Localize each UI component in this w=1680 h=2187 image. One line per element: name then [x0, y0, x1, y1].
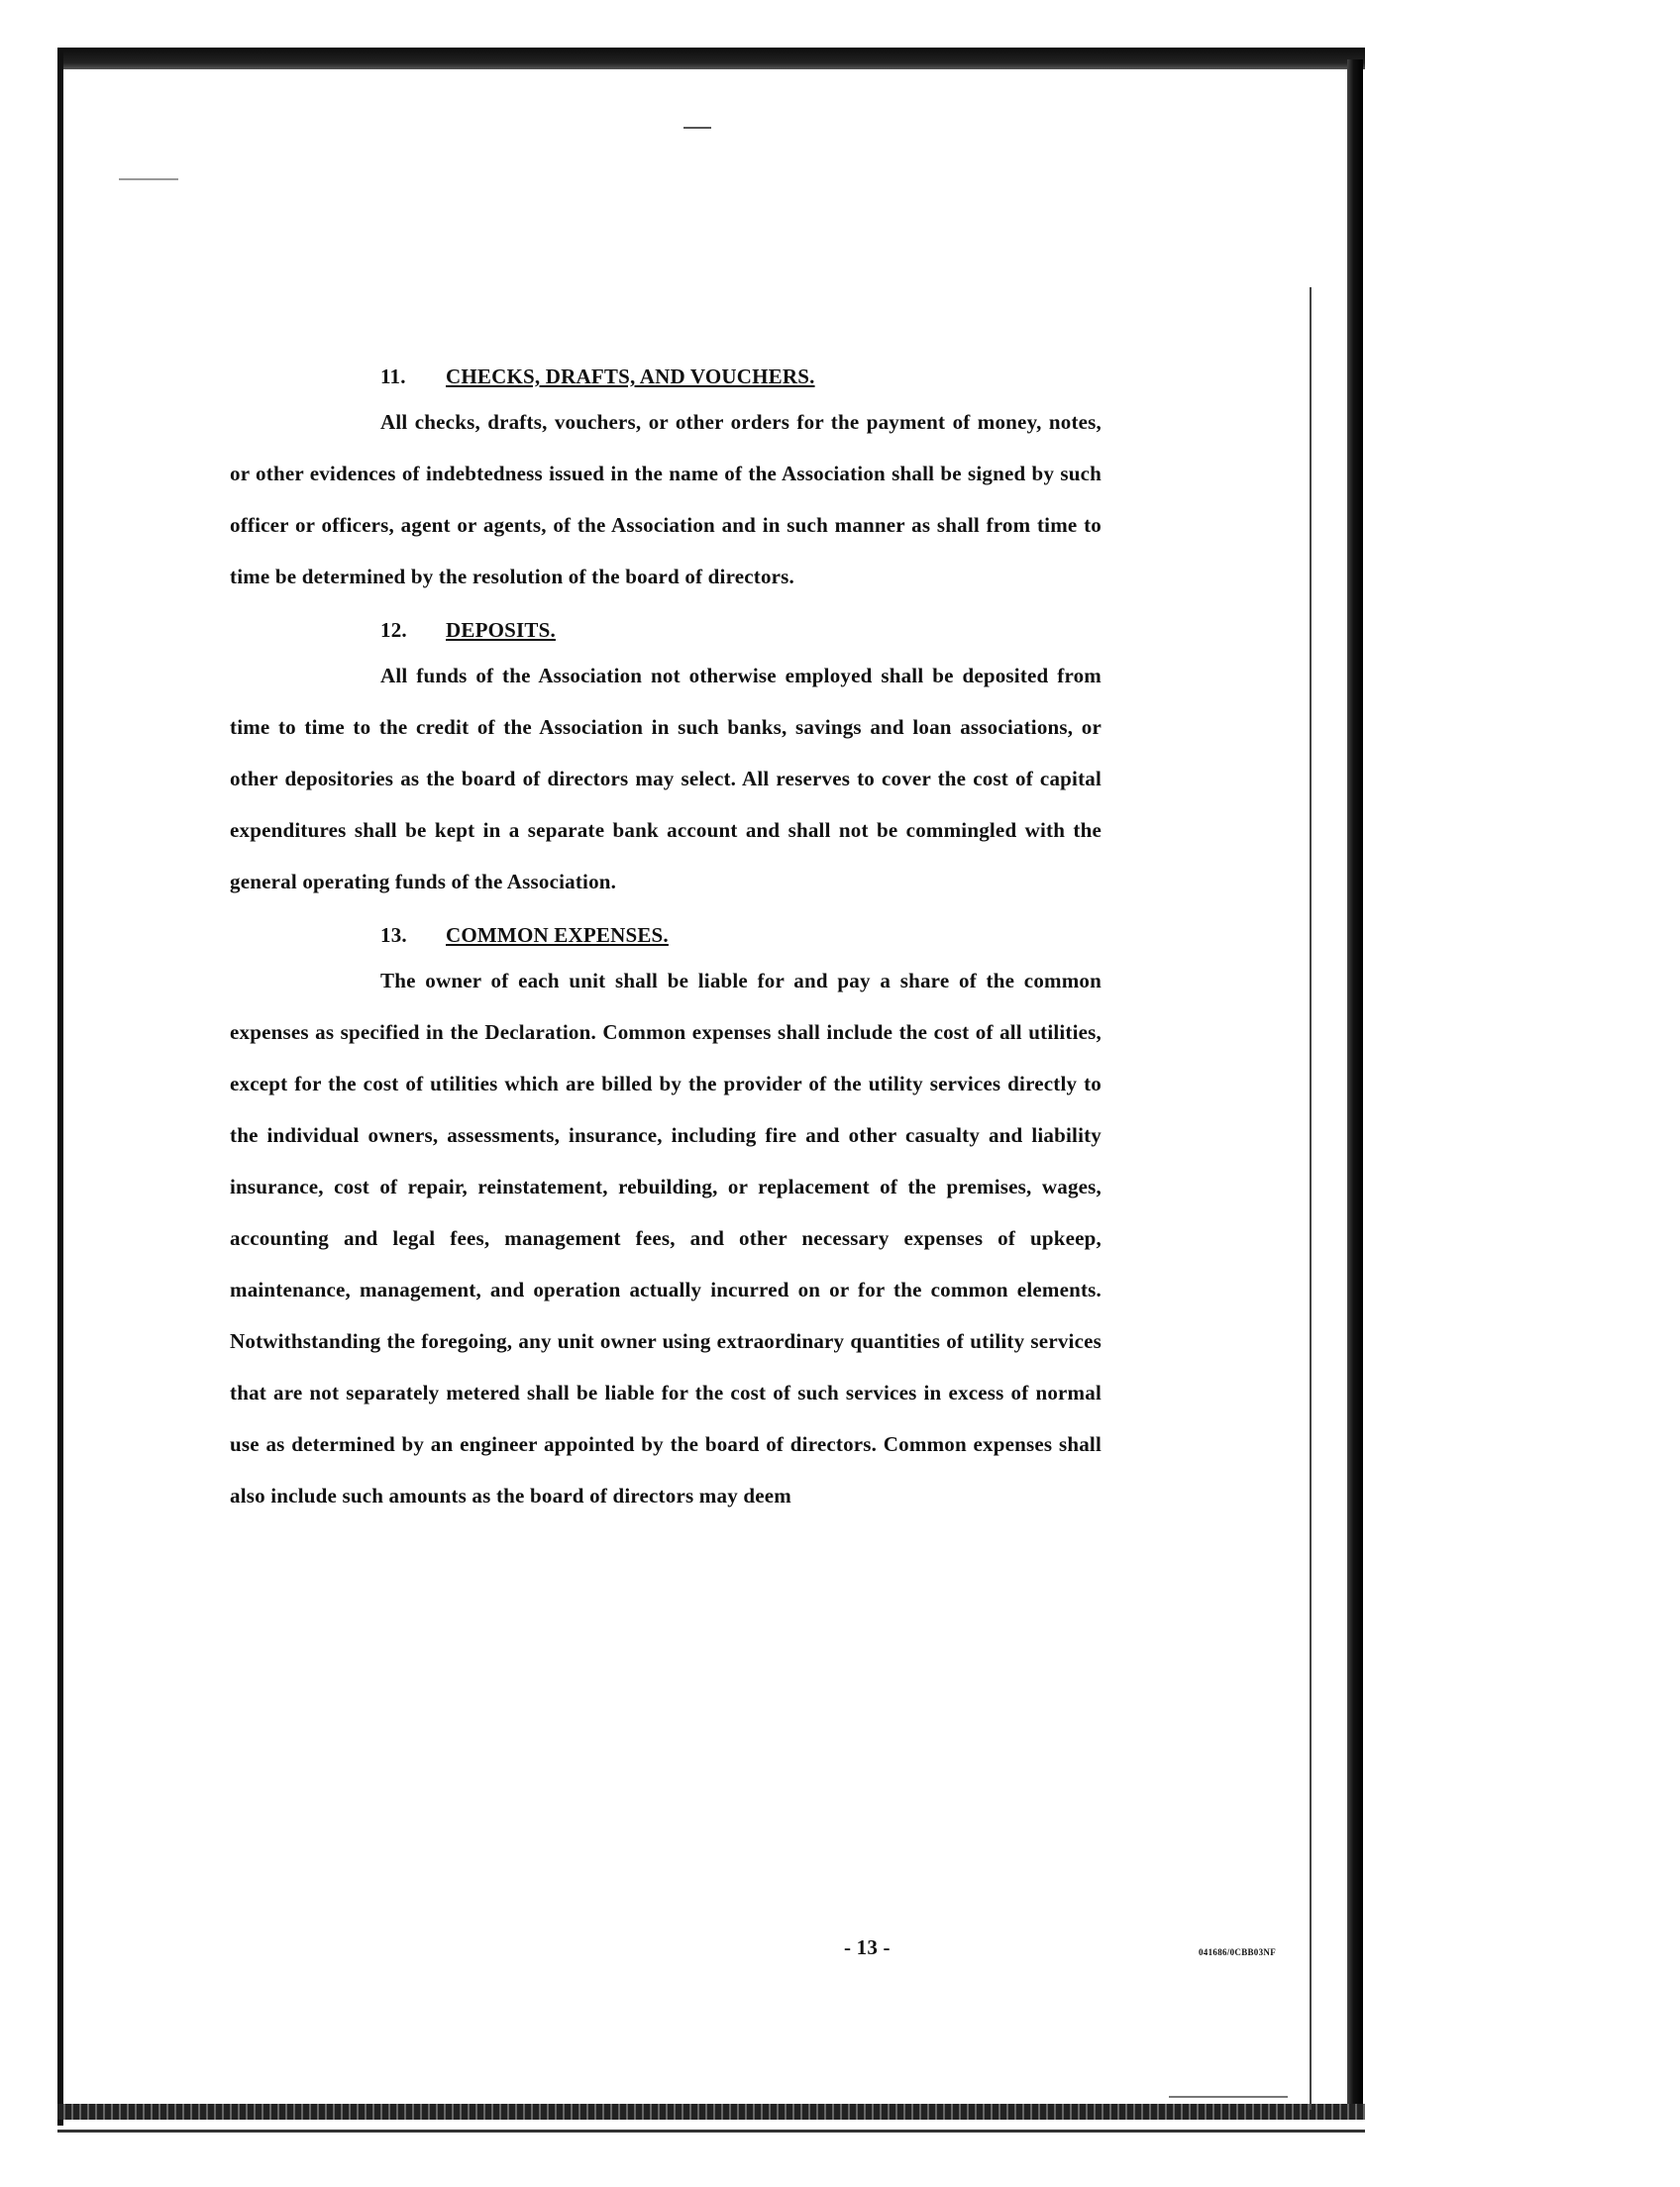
scan-edge-top — [57, 48, 1365, 69]
section-title: DEPOSITS. — [446, 618, 556, 642]
section-11-body: All checks, drafts, vouchers, or other orders for the payment of money, notes, or other evidences of indebtedness issued in the name of the Association shall be signed by such officer or officers, agent or agents, of the Association and in such manner as shall from time to time be determined by the resolution of the board of directors. — [230, 410, 1102, 588]
scan-edge-right — [1347, 59, 1363, 2120]
section-title: COMMON EXPENSES. — [446, 923, 669, 947]
document-body — [230, 357, 1277, 1959]
page-number: - 13 - — [844, 1935, 891, 1959]
section-12-body: All funds of the Association not otherwise employed shall be deposited from time to time to the credit of the Association in such banks, savings and loan associations, or other depositories as the board of directors may select. All reserves to cover the cost of capital expenditures shall be kept in a separate bank account and shall not be commingled with the general operating funds of the Association. — [230, 664, 1102, 893]
section-number: 11. — [380, 364, 406, 388]
scan-speck — [1169, 2096, 1288, 2098]
section-number: 13. — [380, 923, 407, 947]
section-13-heading — [230, 915, 1220, 955]
scan-edge-bottom — [57, 2104, 1365, 2120]
scan-speck — [119, 178, 178, 180]
section-number: 12. — [380, 618, 407, 642]
document-code: 041686/0CBB03NF — [1199, 1947, 1277, 1957]
section-11-heading — [230, 357, 1220, 396]
scan-edge-bottom-line — [57, 2130, 1365, 2133]
section-12-heading — [230, 610, 1220, 650]
scan-margin-rule — [1310, 287, 1312, 2110]
section-title: CHECKS, DRAFTS, AND VOUCHERS. — [446, 364, 815, 388]
scan-edge-left — [57, 48, 63, 2126]
scan-speck — [683, 127, 711, 129]
section-13-body: The owner of each unit shall be liable for and pay a share of the common expenses as specified in the Declaration. Common expenses shall include the cost of all utilities, except for the cost of utilities which are billed by the provider of the utility services directly to the individual owners, assessments, insurance, including fire and other casualty and liability insurance, cost of repair, reinstatement, rebuilding, or replacement of the premises, wages, accounting and legal fees, management fees, and other necessary expenses of upkeep, maintenance, management, and operation actually incurred on or for the common elements. Notwithstanding the foregoing, any unit owner using extraordinary quantities of utility services that are not separately metered shall be liable for the cost of such services in excess of normal use as determined by an engineer appointed by the board of directors. Common expenses shall also include such amounts as the board of directors may deem — [230, 969, 1102, 1508]
